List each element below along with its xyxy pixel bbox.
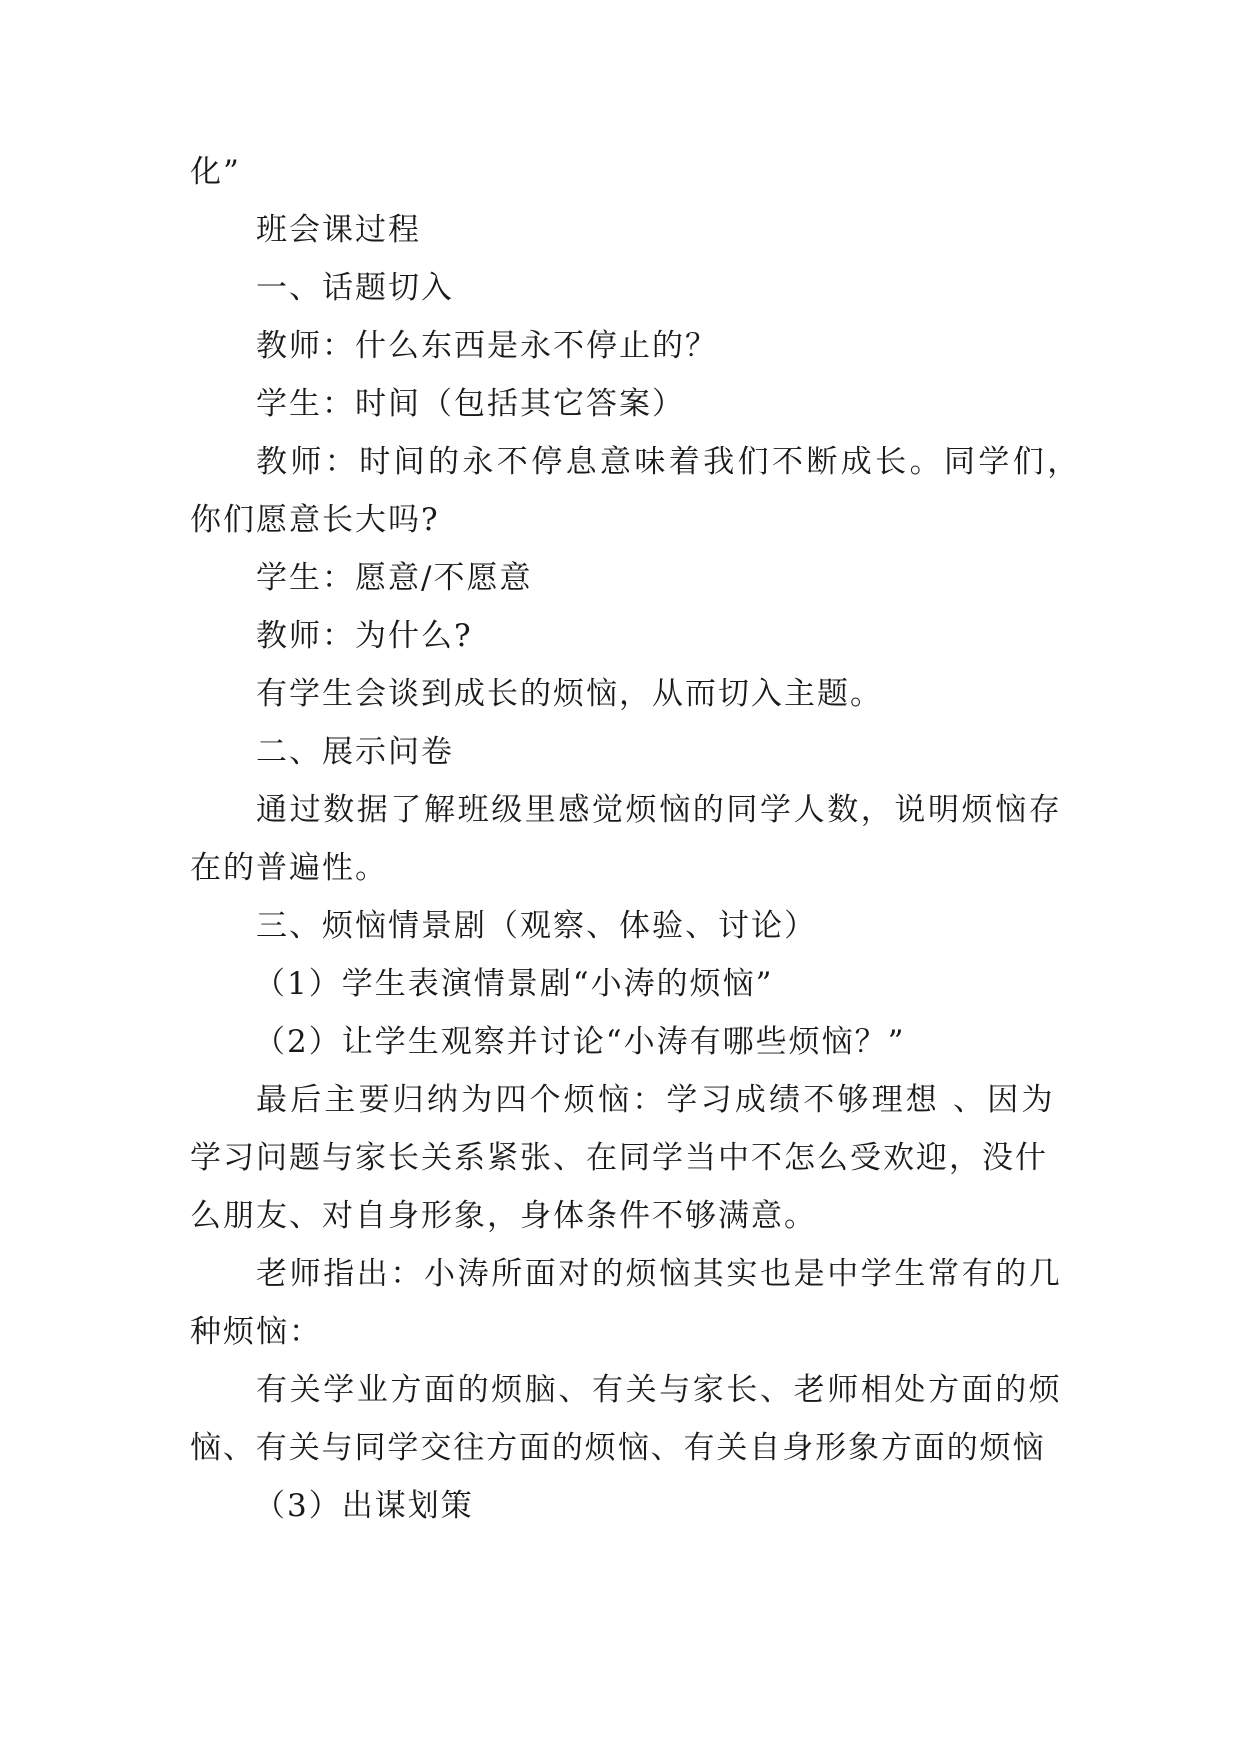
paragraph-line-continuation: 恼、有关与同学交往方面的烦恼、有关自身形象方面的烦恼 <box>190 1430 1046 1466</box>
section-heading-2: 二、展示问卷 <box>256 734 454 770</box>
text-line-continuation: 化” <box>190 154 241 190</box>
paragraph-line-continuation: 学习问题与家长关系紧张、在同学当中不怎么受欢迎，没什 <box>190 1140 1048 1176</box>
dialogue-line-continuation: 你们愿意长大吗? <box>190 502 440 538</box>
paragraph-line-continuation: 在的普遍性。 <box>190 850 388 886</box>
paragraph-line: 通过数据了解班级里感觉烦恼的同学人数，说明烦恼存 <box>256 792 1063 828</box>
section-title-class-process: 班会课过程 <box>256 212 421 248</box>
section-heading-1: 一、话题切入 <box>256 270 454 306</box>
dialogue-line: 学生：愿意/不愿意 <box>256 560 533 596</box>
paragraph-line: 老师指出：小涛所面对的烦恼其实也是中学生常有的几 <box>256 1256 1063 1292</box>
list-item-3: （3）出谋划策 <box>254 1488 474 1524</box>
dialogue-line: 教师：时间的永不停息意味着我们不断成长。同学们， <box>256 444 1082 480</box>
dialogue-line: 学生：时间（包括其它答案） <box>256 386 685 422</box>
paragraph-line: 有学生会谈到成长的烦恼，从而切入主题。 <box>256 676 883 712</box>
paragraph-line: 最后主要归纳为四个烦恼：学习成绩不够理想 、因为 <box>256 1082 1056 1118</box>
dialogue-line: 教师：为什么? <box>256 618 473 654</box>
list-item-2: （2）让学生观察并讨论“小涛有哪些烦恼？” <box>254 1024 906 1060</box>
paragraph-line-continuation: 么朋友、对自身形象，身体条件不够满意。 <box>190 1198 817 1234</box>
section-heading-3: 三、烦恼情景剧（观察、体验、讨论） <box>256 908 817 944</box>
dialogue-line: 教师：什么东西是永不停止的？ <box>256 328 718 364</box>
paragraph-line-continuation: 种烦恼： <box>190 1314 322 1350</box>
paragraph-line: 有关学业方面的烦脑、有关与家长、老师相处方面的烦 <box>256 1372 1063 1408</box>
list-item-1: （1）学生表演情景剧“小涛的烦恼” <box>254 966 774 1002</box>
